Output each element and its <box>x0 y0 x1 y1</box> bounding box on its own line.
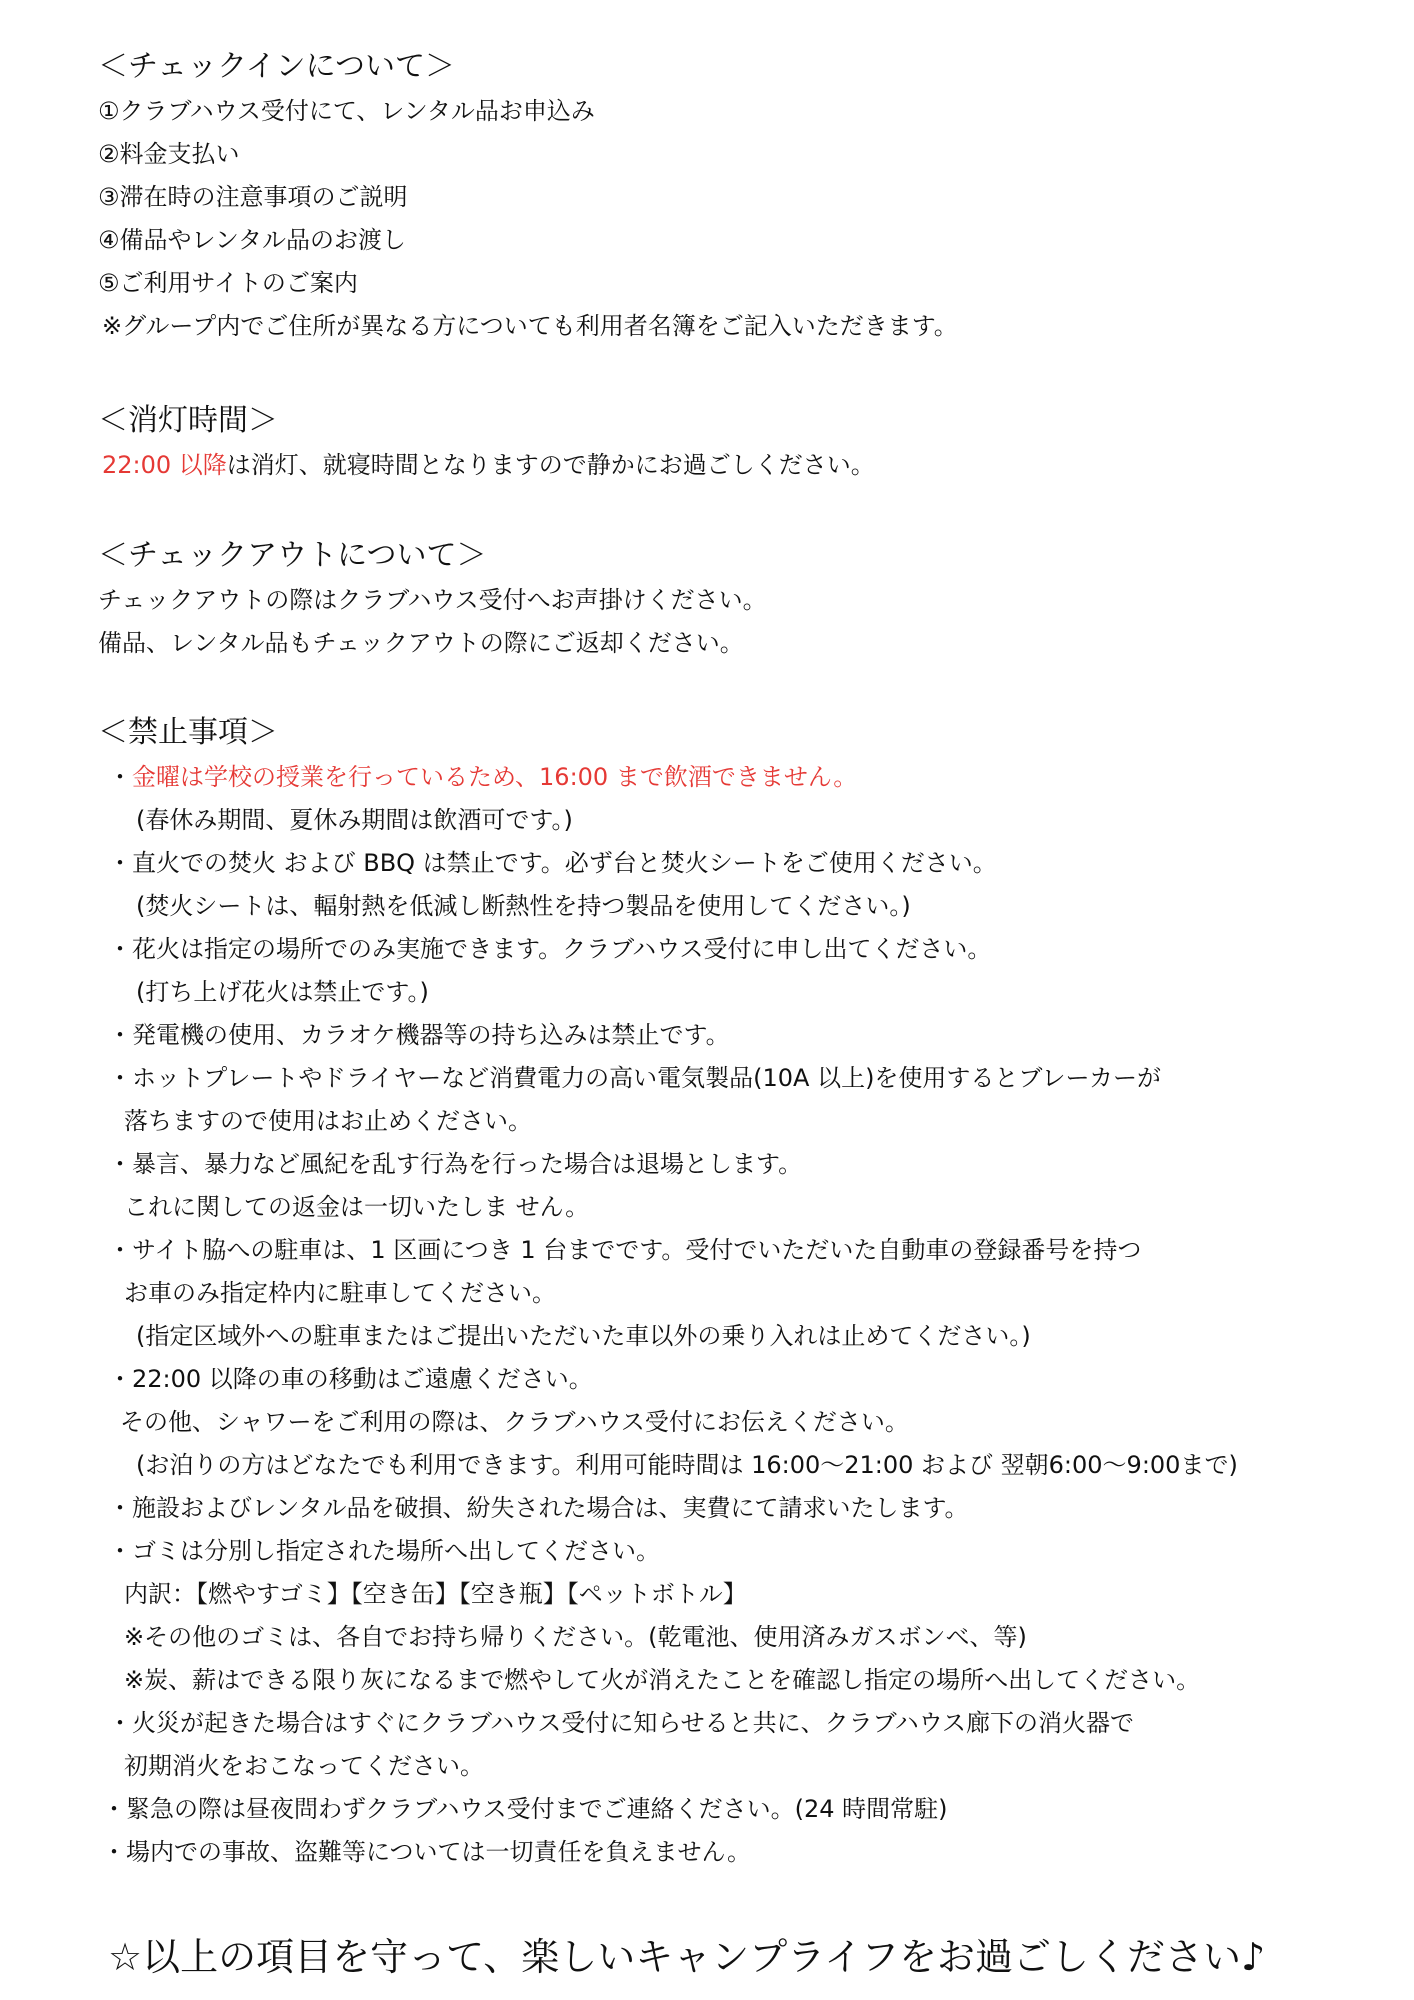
prohibited-line: ・発電機の使用、カラオケ機器等の持ち込みは禁止です。 <box>108 1021 730 1049</box>
closing-message: ☆以上の項目を守って、楽しいキャンプライフをお過ごしください♪ <box>108 1935 1266 1979</box>
prohibited-line: ・直火での焚火 および BBQ は禁止です。必ず台と焚火シートをご使用ください。 <box>108 849 997 877</box>
lights-out-description: は消灯、就寝時間となりますので静かにお過ごしください。 <box>226 451 875 479</box>
lights-out-time: 22:00 以降 <box>102 451 227 479</box>
checkin-note: ※グループ内でご住所が異なる方についても利用者名簿をご記入いただきます。 <box>102 312 958 340</box>
checkout-heading: ＜チェックアウトについて＞ <box>98 538 487 573</box>
checkin-step: ②料金支払い <box>98 140 240 168</box>
prohibited-line: (お泊りの方はどなたでも利用できます。利用可能時間は 16:00〜21:00 および 翌朝6:00〜9:00まで) <box>136 1451 1238 1479</box>
prohibited-heading: ＜禁止事項＞ <box>98 715 278 750</box>
checkin-step: ⑤ご利用サイトのご案内 <box>98 269 358 297</box>
prohibited-line: ※炭、薪はできる限り灰になるまで燃やして火が消えたことを確認し指定の場所へ出してください。 <box>124 1666 1201 1694</box>
checkout-line: チェックアウトの際はクラブハウス受付へお声掛けください。 <box>98 586 767 614</box>
checkin-step: ①クラブハウス受付にて、レンタル品お申込み <box>98 97 595 125</box>
prohibited-line: 初期消火をおこなってください。 <box>124 1752 484 1780</box>
prohibited-line: ・施設およびレンタル品を破損、紛失された場合は、実費にて請求いたします。 <box>108 1494 969 1522</box>
prohibited-line: これに関しての返金は一切いたしま せん。 <box>124 1193 590 1221</box>
prohibited-line: ・暴言、暴力など風紀を乱す行為を行った場合は退場とします。 <box>108 1150 803 1178</box>
prohibited-line: お車のみ指定枠内に駐車してください。 <box>124 1279 556 1307</box>
checkin-step: ④備品やレンタル品のお渡し <box>98 226 406 254</box>
prohibited-line: 落ちますので使用はお止めください。 <box>124 1107 532 1135</box>
prohibited-line: ・ホットプレートやドライヤーなど消費電力の高い電気製品(10A 以上)を使用するとブレーカーが <box>108 1064 1161 1092</box>
prohibited-line: ・花火は指定の場所でのみ実施できます。クラブハウス受付に申し出てください。 <box>108 935 992 963</box>
prohibited-line: 内訳：【燃やすゴミ】【空き缶】【空き瓶】【ペットボトル】 <box>124 1580 747 1608</box>
prohibited-line: ・ゴミは分別し指定された場所へ出してください。 <box>108 1537 660 1565</box>
bullet: ・ <box>108 763 132 791</box>
prohibited-line: (指定区域外への駐車またはご提出いただいた車以外の乗り入れは止めてください。) <box>136 1322 1031 1350</box>
prohibited-line: ・緊急の際は昼夜問わずクラブハウス受付までご連絡ください。(24 時間常駐) <box>102 1795 948 1823</box>
prohibited-line: (焚火シートは、輻射熱を低減し断熱性を持つ製品を使用してください。) <box>136 892 911 920</box>
checkin-heading: ＜チェックインについて＞ <box>98 49 455 84</box>
prohibited-line: ・22:00 以降の車の移動はご遠慮ください。 <box>108 1365 593 1393</box>
prohibited-line: その他、シャワーをご利用の際は、クラブハウス受付にお伝えください。 <box>120 1408 909 1436</box>
prohibited-line: (春休み期間、夏休み期間は飲酒可です。) <box>136 806 573 834</box>
prohibited-line: ※その他のゴミは、各自でお持ち帰りください。(乾電池、使用済みガスボンベ、等) <box>124 1623 1027 1651</box>
checkin-step: ③滞在時の注意事項のご説明 <box>98 183 408 211</box>
prohibited-line: ・サイト脇への駐車は、1 区画につき 1 台までです。受付でいただいた自動車の登録番号を持つ <box>108 1236 1142 1264</box>
prohibited-item-drinking <box>108 761 857 793</box>
prohibited-line: ・火災が起きた場合はすぐにクラブハウス受付に知らせると共に、クラブハウス廊下の消火器で <box>108 1709 1134 1737</box>
lights-out-heading: ＜消灯時間＞ <box>98 403 278 438</box>
checkout-line: 備品、レンタル品もチェックアウトの際にご返却ください。 <box>98 629 744 657</box>
drinking-warning: 金曜は学校の授業を行っているため、16:00 まで飲酒できません。 <box>132 763 858 791</box>
prohibited-line: ・場内での事故、盗難等については一切責任を負えません。 <box>102 1838 751 1866</box>
lights-out-text <box>102 449 875 481</box>
prohibited-line: (打ち上げ花火は禁止です。) <box>136 978 429 1006</box>
